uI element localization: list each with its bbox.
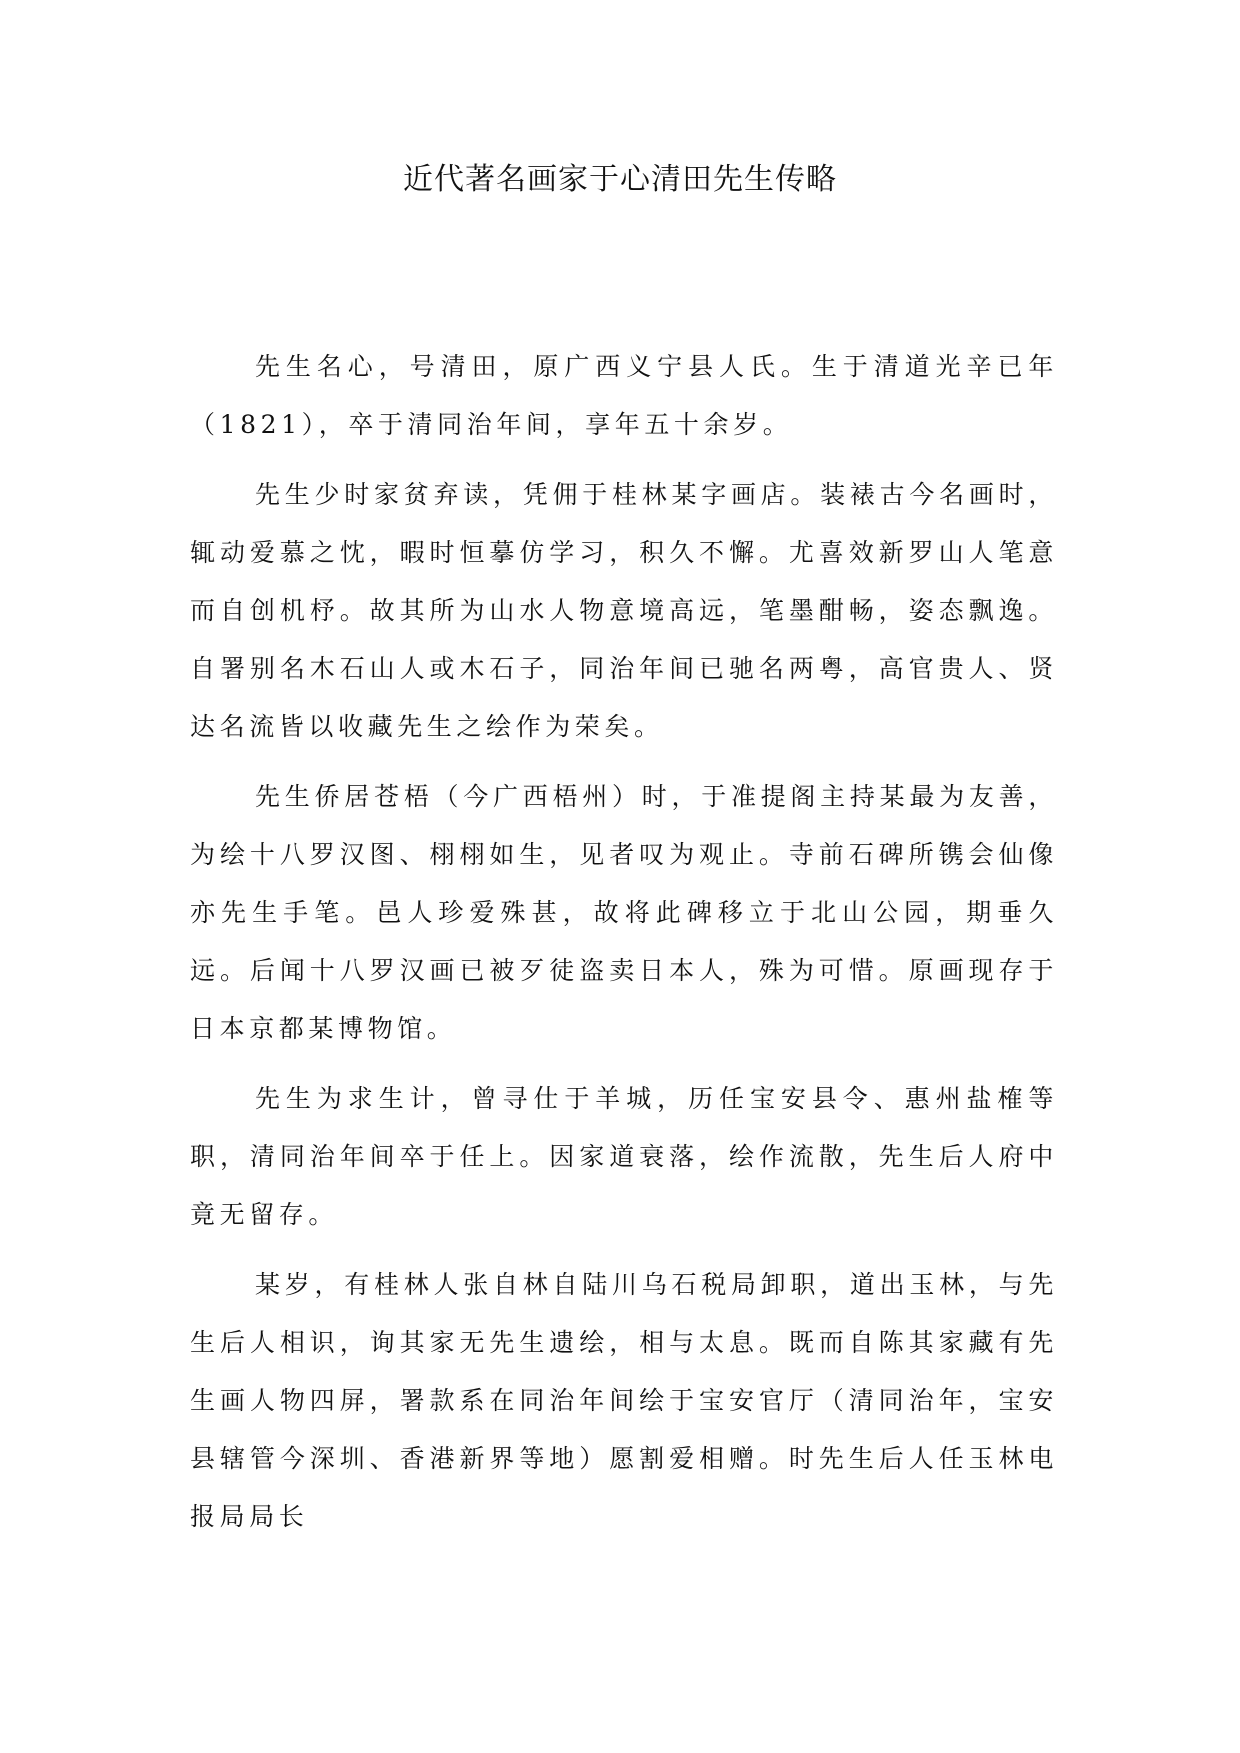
paragraph-youth: 先生少时家贫弃读，凭佣于桂林某字画店。装裱古今名画时，辄动爱慕之忱，暇时恒摹仿学习，积久不懈。尤喜效新罗山人笔意而自创机杼。故其所为山水人物意境高远，笔墨酣畅，姿态飘逸。自署别名木石山人或木石子，同治年间已驰名两粤，高官贵人、贤达名流皆以收藏先生之绘作为荣矣。 bbox=[190, 480, 1058, 741]
paragraph-cangwu: 先生侨居苍梧（今广西梧州）时，于准提阁主持某最为友善，为绘十八罗汉图、栩栩如生，见者叹为观止。寺前石碑所镌会仙像亦先生手笔。邑人珍爱殊甚，故将此碑移立于北山公园，期垂久远。后闻十八罗汉画已被歹徒盗卖日本人，殊为可惜。原画现存于日本京都某博物馆。 bbox=[190, 782, 1058, 1043]
paragraph-birth: 先生名心，号清田，原广西义宁县人氏。生于清道光辛已年（1821），卒于清同治年间，享年五十余岁。 bbox=[190, 352, 1058, 439]
paragraph-gift: 某岁，有桂林人张自林自陆川乌石税局卸职，道出玉林，与先生后人相识，询其家无先生遗绘，相与太息。既而自陈其家藏有先生画人物四屏，署款系在同治年间绘于宝安官厅（清同治年，宝安县辖管今深圳、香港新界等地）愿割爱相赠。时先生后人任玉林电报局局长 bbox=[190, 1270, 1058, 1531]
paragraph-career: 先生为求生计，曾寻仕于羊城，历任宝安县令、惠州盐榷等职，清同治年间卒于任上。因家道衰落，绘作流散，先生后人府中竟无留存。 bbox=[190, 1084, 1058, 1229]
page-title: 近代著名画家于心清田先生传略 bbox=[403, 162, 837, 197]
document-body bbox=[190, 338, 1058, 1558]
